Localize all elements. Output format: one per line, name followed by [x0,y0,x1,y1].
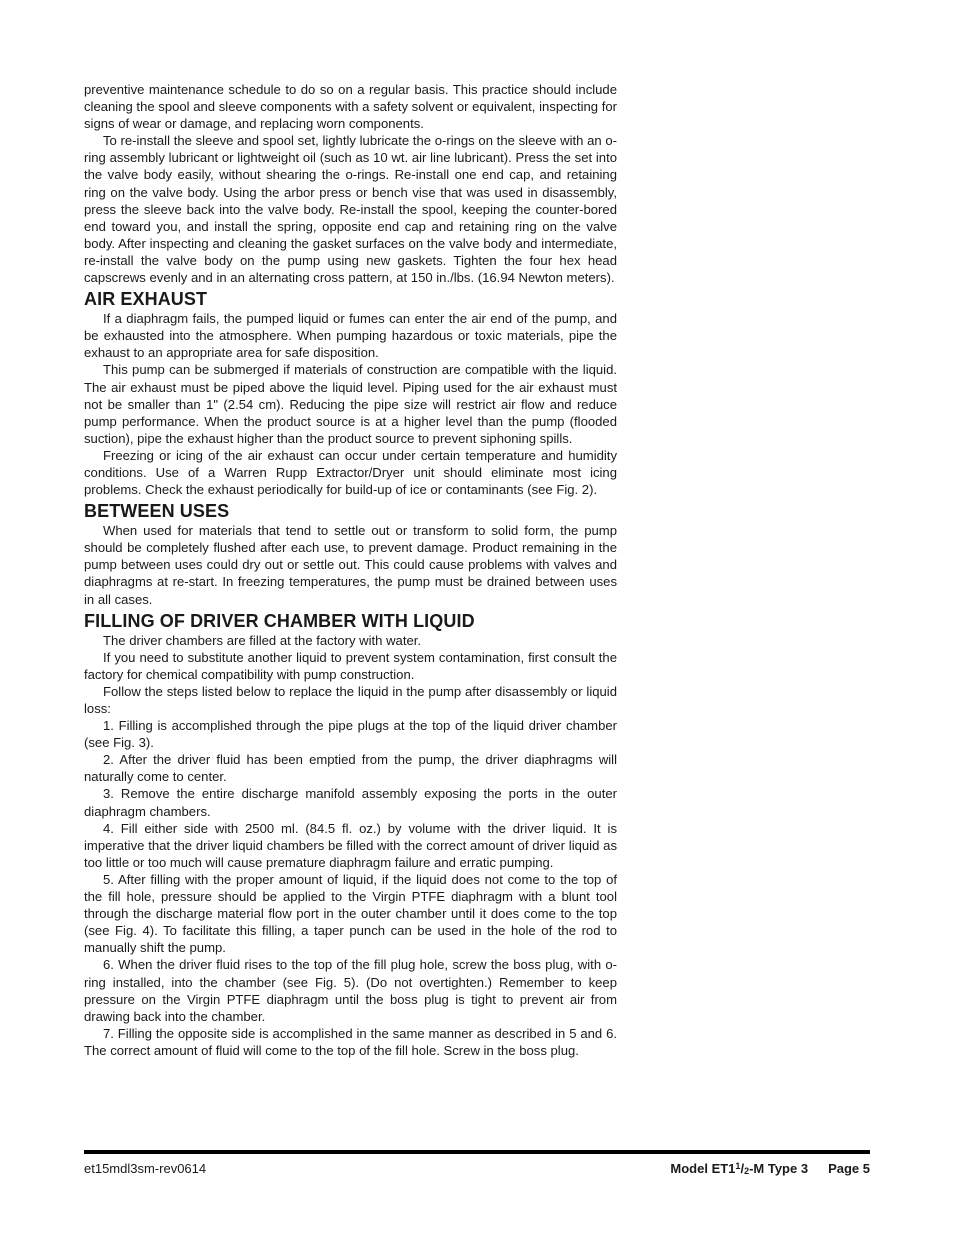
doc-code: et15mdl3sm-rev0614 [84,1161,207,1176]
model-prefix: Model ET1 [670,1161,736,1176]
model-suffix: -M Type 3 [749,1161,809,1176]
step-item: 5. After filling with the proper amount of liquid, if the liquid does not come to the top of the fill hole, pressure should be applied to the Virgin PTFE diaphragm with a blunt tool through the discharge material flow port in the outer chamber until it does come to the top (see Fig. 4). To facilitate this filling, a taper punch can be used in the hole of the rod to manually shift the pump. [84,871,617,956]
footer-divider [84,1150,870,1154]
section-heading-filling: FILLING OF DRIVER CHAMBER WITH LIQUID [84,610,475,631]
paragraph: If you need to substitute another liquid to prevent system contamination, first consult the factory for chemical compatibility with pump construction. [84,649,617,682]
section-heading-air-exhaust: AIR EXHAUST [84,289,208,310]
step-item: 3. Remove the entire discharge manifold assembly exposing the ports in the outer diaphragm chambers. [84,786,617,819]
section-heading-between-uses: BETWEEN USES [84,501,230,522]
page-number: Page 5 [828,1161,870,1176]
main-column [84,81,617,1059]
footer-model-page: Model $ET1^1/_2-M$ Type 3 Page 5 [670,1161,870,1176]
step-item: 6. When the driver fluid rises to the top of the fill plug hole, screw the boss plug, with o-ring installed, into the chamber (see Fig. 5). (Do not overtighten.) Remember to keep pressure on the Virgin PTFE diaphragm until the boss plug is tight to prevent air from drawing back into the chamber. [84,957,617,1024]
step-item: 2. After the driver fluid has been emptied from the pump, the driver diaphragms will naturally come to center. [84,752,617,785]
step-item: 7. Filling the opposite side is accomplished in the same manner as described in 5 and 6. The correct amount of fluid will come to the top of the fill hole. Screw in the boss plug. [84,1025,617,1058]
step-item: 1. Filling is accomplished through the pipe plugs at the top of the liquid driver chamber (see Fig. 3). [84,718,617,751]
paragraph: If a diaphragm fails, the pumped liquid or fumes can enter the air end of the pump, and be exhausted into the atmosphere. When pumping hazardous or toxic materials, pipe the exhaust to an appropriate area for safe disposition. [84,311,617,361]
paragraph: When used for materials that tend to settle out or transform to solid form, the pump should be completely flushed after each use, to prevent damage. Product remaining in the pump between uses could dry out or settle out. This could cause problems with valves and diaphragms at re-start. In freezing temperatures, the pump must be drained between uses in all cases. [84,523,617,607]
paragraph: This pump can be submerged if materials of construction are compatible with the liquid. The air exhaust must be piped above the liquid level. Piping used for the air exhaust must not be smaller than 1" (2.54 cm). Reducing the pipe size will restrict air flow and reduce pump performance. When the product source is at a higher level than the pump (flooded suction), pipe the exhaust higher than the product source to prevent siphoning spills. [84,362,617,446]
paragraph: Freezing or icing of the air exhaust can occur under certain temperature and humidity conditions. Use of a Warren Rupp Extractor/Dryer unit should eliminate most icing problems. Check the exhaust periodically for build-up of ice or contaminants (see Fig. 2). [84,447,617,498]
fraction-numerator: 1 [735,1161,741,1171]
paragraph: To re-install the sleeve and spool set, lightly lubricate the o-rings on the sleeve with an o-ring assembly lubricant or lightweight oil (such as 10 wt. air line lubricant). Press the set into the valve body easily, without shearing the o-rings. Re-install one end cap, and retaining ring on the valve body. Using the arbor press or bench vise that was used in disassembly, press the sleeve back into the valve body. Re-install the spool, keeping the counter-bored end toward you, and install the spring, opposite end cap and retaining ring on the valve body. After inspecting and cleaning the gasket surfaces on the valve body and intermediate, re-install the valve body on the pump using new gaskets. Tighten the four hex head capscrews evenly and in an alternating cross pattern, at 150 in./lbs. (16.94 Newton meters). [84,133,617,286]
paragraph: preventive maintenance schedule to do so on a regular basis. This practice should include cleaning the spool and sleeve components with a safety solvent or equivalent, inspecting for signs of wear or damage, and replacing worn components. [84,82,617,132]
paragraph: The driver chambers are filled at the factory with water. [103,632,422,648]
fraction-denominator: 2 [744,1166,750,1176]
step-item: 4. Fill either side with 2500 ml. (84.5 fl. oz.) by volume with the driver liquid. It is imperative that the driver liquid chambers be filled with the correct amount of driver liquid as too little or too much will cause premature diaphragm failure and erratic pumping. [84,820,617,870]
paragraph: Follow the steps listed below to replace the liquid in the pump after disassembly or liquid loss: [84,683,617,716]
